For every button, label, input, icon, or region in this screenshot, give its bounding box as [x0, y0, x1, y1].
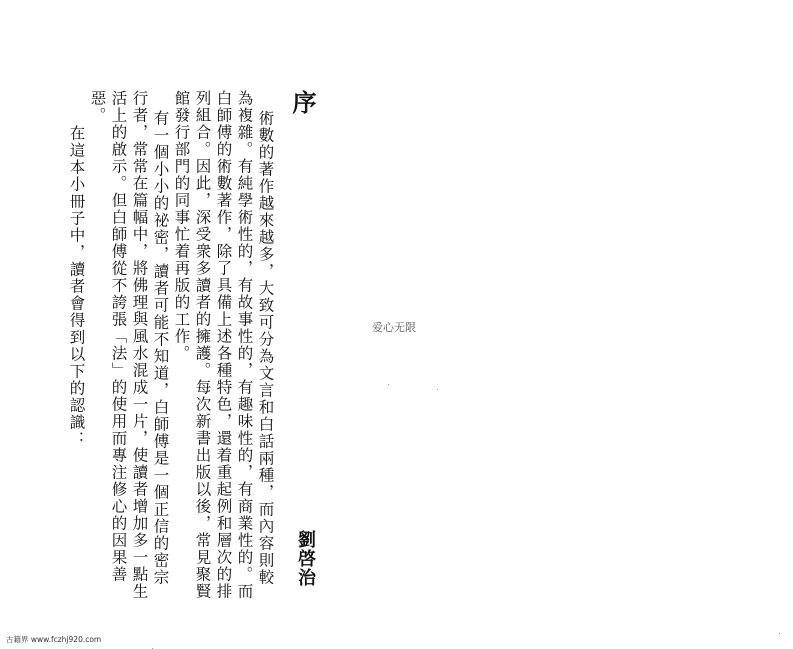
scan-speck [437, 389, 438, 390]
text-column-10: 在這本小冊子中，讀者會得到以下的認識： [67, 125, 86, 448]
author-name: 劉啓治 [295, 530, 316, 587]
watermark-text: 爱心无限 [372, 321, 416, 334]
text-column-9: 惡。 [88, 90, 107, 124]
footer-source: 古籍界 www.fczhj920.com [6, 635, 102, 644]
text-column-5: 館發行部門的同事忙着再版的工作。 [172, 90, 191, 362]
text-column-3: 白師傅的術數著作，除了具備上述各種特色，還着重起例和層次的排 [214, 90, 233, 600]
scan-speck [388, 384, 389, 385]
text-column-6: 有一個小小的祕密，讀者可能不知道，白師傅是一個正信的密宗 [151, 110, 170, 586]
scan-speck [779, 633, 780, 634]
text-column-2: 為複雜。有純學術性的，有故事性的，有趣味性的，有商業性的。而 [235, 90, 254, 600]
text-column-1: 術數的著作越來越多，大致可分為文言和白話兩種，而內容則較 [256, 110, 275, 586]
text-column-7: 行者，常常在篇幅中，將佛理與風水混成一片，使讀者增加多一點生 [130, 90, 149, 600]
page-title: 序 [288, 90, 317, 114]
text-column-8: 活上的啟示。但白師傅從不誇張「法」的使用而專注修心的因果善 [109, 90, 128, 583]
text-column-4: 列組合。因此，深受衆多讀者的擁護。每次新書出版以後，常見聚賢 [193, 90, 212, 600]
